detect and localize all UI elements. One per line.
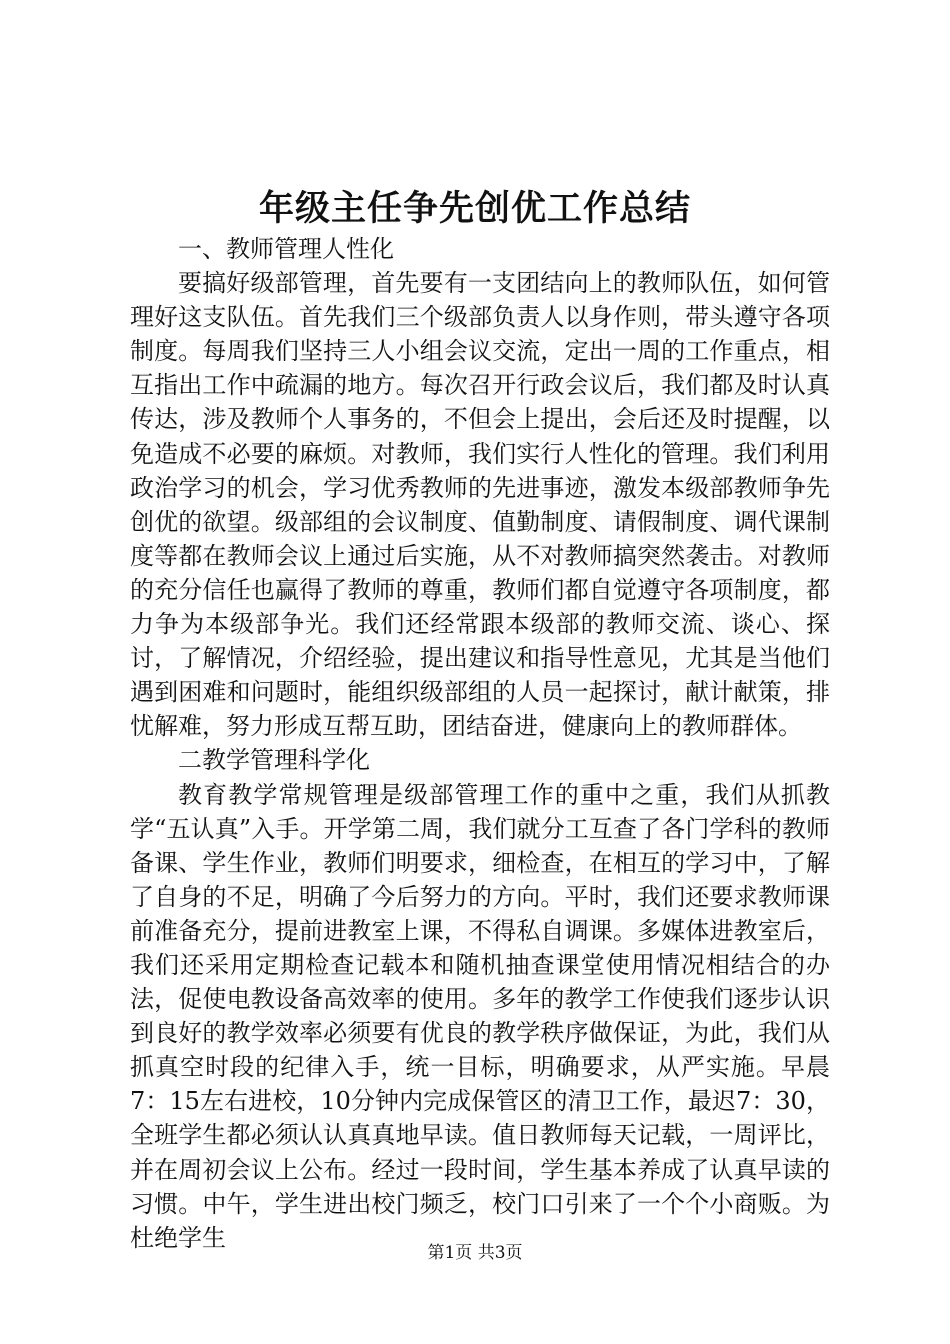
document-body xyxy=(130,232,830,1255)
section-heading-teaching-management: 二教学管理科学化 xyxy=(178,746,370,775)
section-paragraph-teaching-management: 教育教学常规管理是级部管理工作的重中之重，我们从抓教学“五认真”入手。开学第二周，我们就分工互查了各门学科的教师备课、学生作业，教师们明要求，细检查，在相互的学习中，了解了自身的不足，明确了今后努力的方向。平时，我们还要求教师课前准备充分，提前进教室上课，不得私自调课。多媒体进教室后，我们还采用定期检查记载本和随机抽查课堂使用情况相结合的办法，促使电教设备高效率的使用。多年的教学工作使我们逐步认识到良好的教学效率必须要有优良的教学秩序做保证，为此，我们从抓真空时段的纪律入手，统一目标，明确要求，从严实施。早晨7：15左右进校，10分钟内完成保管区的清卫工作，最迟7：30，全班学生都必须认认真真地早读。值日教师每天记载，一周评比，并在周初会议上公布。经过一段时间，学生基本养成了认真早读的习惯。中午，学生进出校门频乏，校门口引来了一个个小商贩。为杜绝学生 xyxy=(130,780,830,1252)
section-heading-teacher-management: 一、教师管理人性化 xyxy=(178,235,394,263)
document-title: 年级主任争先创优工作总结 xyxy=(258,188,691,229)
page-number-footer: 第1页 共3页 xyxy=(427,1243,523,1263)
section-paragraph-teacher-management: 要搞好级部管理，首先要有一支团结向上的教师队伍，如何管理好这支队伍。首先我们三个级部负责人以身作则，带头遵守各项制度。每周我们坚持三人小组会议交流，定出一周的工作重点，相互指出工作中疏漏的地方。每次召开行政会议后，我们都及时认真传达，涉及教师个人事务的，不但会上提出，会后还及时提醒，以免造成不必要的麻烦。对教师，我们实行人性化的管理。我们利用政治学习的机会，学习优秀教师的先进事迹，激发本级部教师争先创优的欲望。级部组的会议制度、值勤制度、请假制度、调代课制度等都在教师会议上通过后实施，从不对教师搞突然袭击。对教师的充分信任也赢得了教师的尊重，教师们都自觉遵守各项制度，都力争为本级部争光。我们还经常跟本级部的教师交流、谈心、探讨，了解情况，介绍经验，提出建议和指导性意见，尤其是当他们遇到困难和问题时，能组织级部组的人员一起探讨，献计献策，排忧解难，努力形成互帮互助，团结奋进，健康向上的教师群体。 xyxy=(130,269,830,741)
